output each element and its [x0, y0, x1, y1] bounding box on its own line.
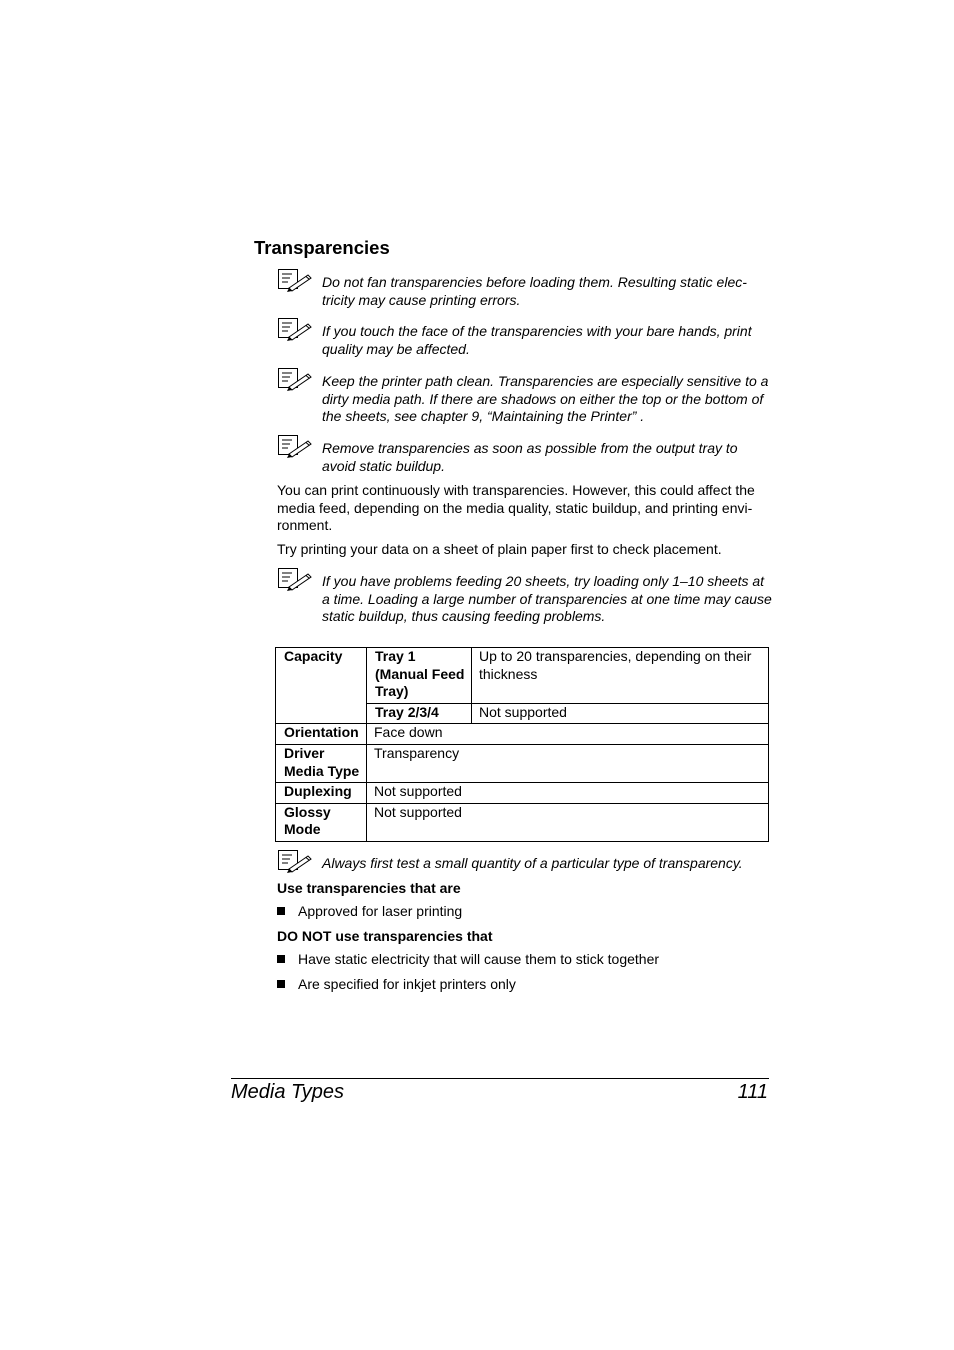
note-text: Do not fan transparencies before loading them. Resulting static elec-tricity may cause printing errors.: [322, 274, 747, 308]
orientation-value: Face down: [367, 724, 769, 745]
footer-chapter: Media Types: [231, 1081, 345, 1103]
list-item: Have static electricity that will cause them to stick together: [277, 951, 659, 969]
note-pencil-icon: [277, 567, 313, 591]
tray1-label: Tray 1 (Manual Feed Tray): [367, 648, 472, 704]
note-pencil-icon: [277, 367, 313, 391]
square-bullet-icon: [277, 955, 285, 963]
use-heading: Use transparencies that are: [277, 880, 461, 896]
media-spec-table: [275, 647, 769, 842]
page-number: 111: [737, 1081, 768, 1103]
glossy-mode-value: Not supported: [367, 803, 769, 841]
note-text: If you have problems feeding 20 sheets, try loading only 1–10 sheets at a time. Loading a large number of transparencies at one time may cause static buildup, thus causing feeding problems.: [322, 573, 772, 625]
square-bullet-icon: [277, 980, 285, 988]
table-row: [276, 803, 769, 841]
note-pencil-icon: [277, 849, 313, 873]
duplexing-value: Not supported: [367, 783, 769, 804]
donot-heading: DO NOT use transparencies that: [277, 928, 493, 944]
table-row: [276, 648, 769, 704]
note-text: Always first test a small quantity of a particular type of transparency.: [322, 855, 743, 871]
note-text: Keep the printer path clean. Transparencies are especially sensitive to a dirty media path. If there are shadows on either the top or the bottom of the sheets, see chapter 9, “Maintaining the Printer” .: [322, 373, 769, 425]
driver-media-type-value: Transparency: [367, 744, 769, 782]
note-block: [277, 567, 772, 626]
section-title: Transparencies: [254, 237, 390, 258]
footer-rule: [231, 1078, 769, 1079]
list-item: Are specified for inkjet printers only: [277, 976, 516, 994]
note-text: If you touch the face of the transparencies with your bare hands, print quality may be affected.: [322, 323, 752, 357]
body-paragraph: You can print continuously with transparencies. However, this could affect the media feed, depending on the media quality, static buildup, and printing envi-ronment.: [277, 482, 755, 534]
note-block: [277, 367, 772, 426]
tray234-value: Not supported: [472, 703, 769, 724]
table-row: [276, 744, 769, 782]
glossy-mode-label: Glossy Mode: [276, 803, 367, 841]
note-text: Remove transparencies as soon as possible from the output tray to avoid static buildup.: [322, 440, 738, 474]
capacity-label: Capacity: [276, 648, 367, 724]
tray1-value: Up to 20 transparencies, depending on their thickness: [472, 648, 769, 704]
orientation-label: Orientation: [276, 724, 367, 745]
driver-media-type-label: Driver Media Type: [276, 744, 367, 782]
note-block: [277, 434, 772, 475]
note-block: [277, 268, 772, 309]
duplexing-label: Duplexing: [276, 783, 367, 804]
table-row: [276, 783, 769, 804]
note-block: [277, 317, 772, 358]
note-block: [277, 849, 772, 873]
square-bullet-icon: [277, 907, 285, 915]
note-pencil-icon: [277, 268, 313, 292]
list-item: Approved for laser printing: [277, 903, 462, 921]
tray234-label: Tray 2/3/4: [367, 703, 472, 724]
body-paragraph: Try printing your data on a sheet of plain paper first to check placement.: [277, 541, 722, 557]
table-row: [276, 724, 769, 745]
note-pencil-icon: [277, 317, 313, 341]
note-pencil-icon: [277, 434, 313, 458]
